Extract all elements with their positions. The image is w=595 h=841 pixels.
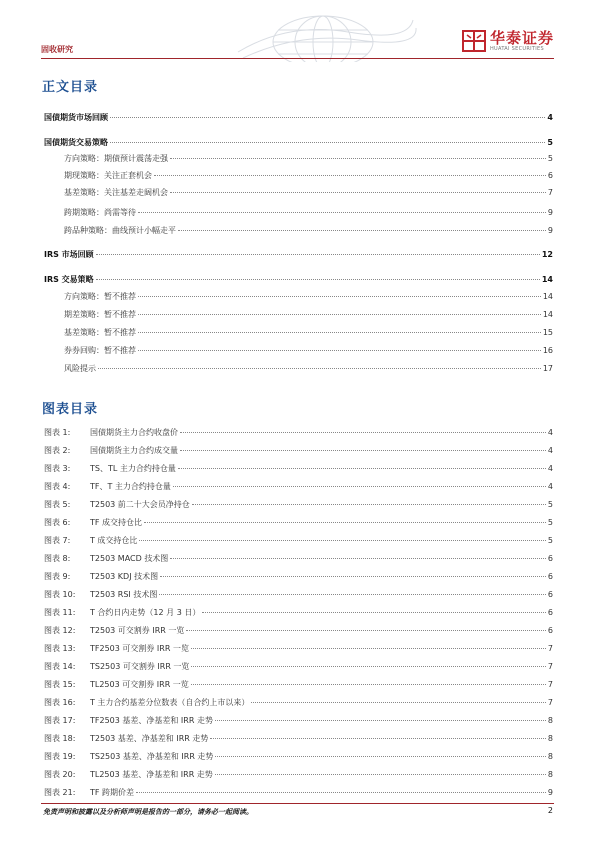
figure-number: 图表 13: xyxy=(44,644,76,653)
figure-title: TS2503 基差、净基差和 IRR 走势 xyxy=(90,752,214,761)
toc-entry-label: IRS 市场回顾 xyxy=(44,250,94,259)
dot-leader xyxy=(170,558,546,559)
page-number: 2 xyxy=(547,806,553,815)
figure-page: 8 xyxy=(547,716,553,725)
figure-number: 图表 8: xyxy=(44,554,71,563)
figure-entry[interactable] xyxy=(44,644,553,654)
figure-number: 图表 19: xyxy=(44,752,76,761)
figure-title: TF、T 主力合约持仓量 xyxy=(90,482,171,491)
toc-entry-page: 5 xyxy=(547,138,553,147)
figure-page: 8 xyxy=(547,752,553,761)
figure-entry[interactable] xyxy=(44,770,553,780)
dot-leader xyxy=(110,117,545,118)
dot-leader xyxy=(138,314,541,315)
figure-page: 7 xyxy=(547,662,553,671)
toc-entry-page: 14 xyxy=(542,292,553,301)
toc-entry[interactable] xyxy=(44,138,553,148)
dot-leader xyxy=(215,720,546,721)
figure-entry[interactable] xyxy=(44,698,553,708)
figure-page: 8 xyxy=(547,734,553,743)
figure-title: 国债期货主力合约收盘价 xyxy=(90,428,178,437)
figure-title: T 成交持仓比 xyxy=(90,536,138,545)
figure-title: TS、TL 主力合约持仓量 xyxy=(90,464,176,473)
footer-rule xyxy=(41,803,554,804)
figure-number: 图表 7: xyxy=(44,536,71,545)
figure-entry[interactable] xyxy=(44,590,553,600)
figure-entry[interactable] xyxy=(44,680,553,690)
figure-number: 图表 12: xyxy=(44,626,76,635)
figure-title: T2503 前二十大会员净持仓 xyxy=(90,500,190,509)
dot-leader xyxy=(173,486,546,487)
figure-entry[interactable] xyxy=(44,428,553,438)
figure-entry[interactable] xyxy=(44,554,553,564)
toc-entry-label: 风险提示 xyxy=(64,364,96,373)
figure-title: T2503 RSI 技术图 xyxy=(90,590,158,599)
figure-number: 图表 15: xyxy=(44,680,76,689)
figure-page: 4 xyxy=(547,428,553,437)
figure-page: 4 xyxy=(547,482,553,491)
figure-entry[interactable] xyxy=(44,518,553,528)
figures-toc-title: 图表目录 xyxy=(42,402,99,417)
figure-page: 7 xyxy=(547,698,553,707)
dot-leader xyxy=(202,612,546,613)
figure-page: 7 xyxy=(547,644,553,653)
figure-page: 6 xyxy=(547,590,553,599)
toc-entry-page: 4 xyxy=(547,113,553,122)
toc-entry-label: 跨期策略：尚需等待 xyxy=(64,208,136,217)
toc-entry-page: 15 xyxy=(542,328,553,337)
figure-entry[interactable] xyxy=(44,464,553,474)
toc-entry[interactable] xyxy=(64,154,553,164)
figure-entry[interactable] xyxy=(44,734,553,744)
figure-title: TF2503 基差、净基差和 IRR 走势 xyxy=(90,716,213,725)
toc-entry[interactable] xyxy=(64,328,553,338)
figure-title: T2503 MACD 技术图 xyxy=(90,554,169,563)
figure-entry[interactable] xyxy=(44,662,553,672)
toc-entry-page: 5 xyxy=(547,154,553,163)
toc-entry[interactable] xyxy=(64,226,553,236)
dot-leader xyxy=(159,594,546,595)
toc-entry[interactable] xyxy=(64,310,553,320)
figure-page: 9 xyxy=(547,788,553,797)
figure-number: 图表 3: xyxy=(44,464,71,473)
figure-number: 图表 10: xyxy=(44,590,76,599)
toc-entry-label: IRS 交易策略 xyxy=(44,275,94,284)
header-rule xyxy=(41,58,554,59)
figure-number: 图表 9: xyxy=(44,572,71,581)
figure-entry[interactable] xyxy=(44,752,553,762)
brand-name-en: HUATAI SECURITIES xyxy=(489,46,544,52)
toc-entry-page: 7 xyxy=(547,188,553,197)
toc-entry[interactable] xyxy=(64,364,553,374)
toc-entry-label: 国债期货交易策略 xyxy=(44,138,108,147)
dot-leader xyxy=(138,332,541,333)
figure-title: TL2503 基差、净基差和 IRR 走势 xyxy=(90,770,213,779)
figure-number: 图表 21: xyxy=(44,788,76,797)
figure-page: 8 xyxy=(547,770,553,779)
toc-entry[interactable] xyxy=(64,208,553,218)
toc-entry-page: 6 xyxy=(547,171,553,180)
figure-title: TF 跨期价差 xyxy=(90,788,135,797)
dot-leader xyxy=(180,450,546,451)
brand-name-cn: 华泰证券 xyxy=(489,29,554,47)
figure-page: 7 xyxy=(547,680,553,689)
toc-entry[interactable] xyxy=(64,188,553,198)
dot-leader xyxy=(251,702,545,703)
huatai-logo-mark-icon xyxy=(462,30,486,52)
dot-leader xyxy=(210,738,546,739)
dot-leader xyxy=(154,175,546,176)
figure-number: 图表 16: xyxy=(44,698,76,707)
figure-title: T2503 可交割券 IRR 一览 xyxy=(90,626,185,635)
toc-entry-page: 14 xyxy=(542,310,553,319)
figure-page: 4 xyxy=(547,446,553,455)
figure-number: 图表 14: xyxy=(44,662,76,671)
dot-leader xyxy=(136,792,546,793)
figure-page: 4 xyxy=(547,464,553,473)
toc-entry-page: 16 xyxy=(542,346,553,355)
toc-entry-label: 跨品种策略：曲线预计小幅走平 xyxy=(64,226,176,235)
figure-entry[interactable] xyxy=(44,482,553,492)
figure-title: TS2503 可交割券 IRR 一览 xyxy=(90,662,190,671)
dot-leader xyxy=(191,648,546,649)
toc-entry-page: 9 xyxy=(547,226,553,235)
figure-page: 5 xyxy=(547,518,553,527)
toc-title: 正文目录 xyxy=(42,80,99,95)
figure-number: 图表 4: xyxy=(44,482,71,491)
dot-leader xyxy=(191,666,545,667)
toc-entry-label: 期现策略：关注正套机会 xyxy=(64,171,152,180)
toc-entry-label: 国债期货市场回顾 xyxy=(44,113,108,122)
toc-entry[interactable] xyxy=(44,275,553,285)
dot-leader xyxy=(180,432,546,433)
figure-number: 图表 20: xyxy=(44,770,76,779)
toc-entry[interactable] xyxy=(64,346,553,356)
toc-entry[interactable] xyxy=(44,250,553,260)
toc-entry[interactable] xyxy=(64,292,553,302)
toc-entry-page: 17 xyxy=(542,364,553,373)
globe-watermark-icon xyxy=(228,12,418,62)
figure-title: T2503 基差、净基差和 IRR 走势 xyxy=(90,734,209,743)
figure-entry[interactable] xyxy=(44,572,553,582)
figure-title: T 主力合约基差分位数表（自合约上市以来） xyxy=(90,698,250,707)
dot-leader xyxy=(215,774,546,775)
figure-number: 图表 2: xyxy=(44,446,71,455)
dot-leader xyxy=(98,368,541,369)
dot-leader xyxy=(110,142,545,143)
figure-number: 图表 6: xyxy=(44,518,71,527)
dot-leader xyxy=(138,212,546,213)
figure-title: TF2503 可交割券 IRR 一览 xyxy=(90,644,189,653)
dot-leader xyxy=(186,630,546,631)
figure-entry[interactable] xyxy=(44,608,553,618)
dot-leader xyxy=(96,254,540,255)
dot-leader xyxy=(192,504,546,505)
figure-title: T 合约日内走势（12 月 3 日） xyxy=(90,608,201,617)
figure-number: 图表 11: xyxy=(44,608,76,617)
figure-number: 图表 17: xyxy=(44,716,76,725)
dot-leader xyxy=(160,576,546,577)
huatai-logo xyxy=(462,30,554,52)
toc-entry-label: 基差策略：关注基差走阔机会 xyxy=(64,188,168,197)
toc-entry[interactable] xyxy=(44,113,553,123)
dot-leader xyxy=(215,756,545,757)
toc-entry-page: 9 xyxy=(547,208,553,217)
figure-number: 图表 5: xyxy=(44,500,71,509)
figure-title: TF 成交持仓比 xyxy=(90,518,143,527)
figure-page: 6 xyxy=(547,554,553,563)
toc-entry-label: 券券回购：暂不推荐 xyxy=(64,346,136,355)
figure-title: T2503 KDJ 技术图 xyxy=(90,572,159,581)
toc-entry-label: 方向策略：暂不推荐 xyxy=(64,292,136,301)
figure-entry[interactable] xyxy=(44,446,553,456)
dot-leader xyxy=(170,192,546,193)
toc-entry-page: 14 xyxy=(541,275,553,284)
figure-entry[interactable] xyxy=(44,716,553,726)
figure-page: 5 xyxy=(547,500,553,509)
figure-entry[interactable] xyxy=(44,788,553,798)
figure-entry[interactable] xyxy=(44,626,553,636)
toc-entry[interactable] xyxy=(64,171,553,181)
report-category: 固收研究 xyxy=(41,45,73,54)
toc-entry-label: 期差策略：暂不推荐 xyxy=(64,310,136,319)
footer-disclaimer: 免责声明和披露以及分析师声明是报告的一部分，请务必一起阅读。 xyxy=(43,808,253,816)
toc-entry-page: 12 xyxy=(541,250,553,259)
figure-page: 6 xyxy=(547,626,553,635)
dot-leader xyxy=(191,684,546,685)
figure-page: 5 xyxy=(547,536,553,545)
figure-number: 图表 1: xyxy=(44,428,71,437)
dot-leader xyxy=(144,522,546,523)
dot-leader xyxy=(138,350,541,351)
figure-entry[interactable] xyxy=(44,500,553,510)
dot-leader xyxy=(138,296,541,297)
figure-title: 国债期货主力合约成交量 xyxy=(90,446,178,455)
dot-leader xyxy=(178,230,546,231)
dot-leader xyxy=(139,540,545,541)
dot-leader xyxy=(96,279,540,280)
figure-title: TL2503 可交割券 IRR 一览 xyxy=(90,680,189,689)
toc-entry-label: 方向策略：期债预计震荡走强 xyxy=(64,154,168,163)
dot-leader xyxy=(178,468,546,469)
figure-entry[interactable] xyxy=(44,536,553,546)
figure-page: 6 xyxy=(547,572,553,581)
figure-page: 6 xyxy=(547,608,553,617)
toc-entry-label: 基差策略：暂不推荐 xyxy=(64,328,136,337)
dot-leader xyxy=(170,158,546,159)
figure-number: 图表 18: xyxy=(44,734,76,743)
